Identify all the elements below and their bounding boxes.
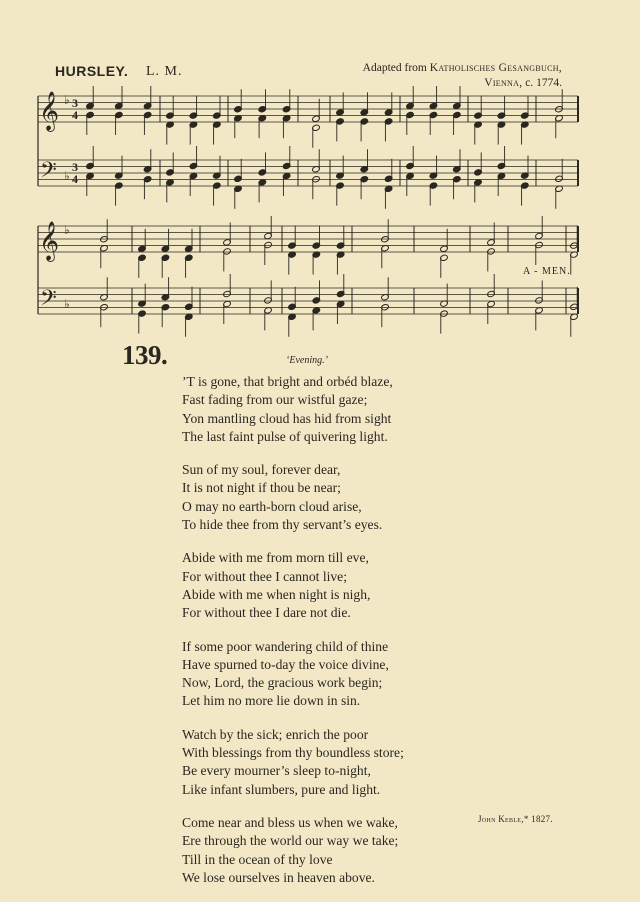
tune-meter: L. M.: [146, 64, 183, 79]
verse-line: Like infant slumbers, pure and light.: [182, 781, 381, 797]
bass-clef: 𝄢: [40, 158, 57, 188]
verse-line: O may no earth-born cloud arise,: [182, 498, 362, 514]
hymn-author: [478, 814, 553, 824]
flat-sign: ♭: [64, 223, 70, 237]
verse-line: Ere through the world our way we take;: [182, 833, 399, 849]
verse-line: Be every mourner’s sleep to-night,: [182, 763, 371, 779]
verse-line: We lose ourselves in heaven above.: [182, 869, 375, 885]
verse-line: Have spurned to-day the voice divine,: [182, 656, 389, 672]
stanza-5: [182, 726, 512, 799]
verse-line: If some poor wandering child of thine: [182, 638, 389, 654]
time-signature: 4: [72, 108, 78, 122]
verse-line: Abide with me when night is nigh,: [182, 586, 371, 602]
verse-line: Sun of my soul, forever dear,: [182, 462, 341, 478]
music-score: [0, 0, 640, 340]
source-date: c. 1774.: [522, 77, 562, 89]
hymn-verses: [182, 373, 512, 902]
tune-name: HURSLEY.: [55, 63, 129, 79]
source-city: Vienna,: [484, 77, 523, 89]
time-signature: 3: [72, 160, 78, 174]
verse-line: Let him no more lie down in sin.: [182, 693, 361, 709]
flat-sign: ♭: [64, 93, 70, 107]
treble-clef: 𝄞: [39, 91, 60, 131]
verse-line: For without thee I cannot live;: [182, 568, 347, 584]
flat-sign: ♭: [64, 169, 70, 183]
verse-line: Abide with me from morn till eve,: [182, 550, 369, 566]
verse-line: With blessings from thy boundless store;: [182, 745, 404, 761]
source-collection: Katholisches Gesangbuch,: [429, 62, 562, 74]
stanza-4: [182, 638, 512, 711]
source-prefix: Adapted from: [362, 62, 430, 74]
stanza-3: [182, 549, 512, 622]
verse-line: Watch by the sick; enrich the poor: [182, 726, 369, 742]
verse-line: It is not night if thou be near;: [182, 480, 341, 496]
flat-sign: ♭: [64, 297, 70, 311]
verse-line: Yon mantling cloud has hid from sight: [182, 410, 392, 426]
verse-line: ’T is gone, that bright and orbéd blaze,: [182, 374, 393, 389]
amen-lyric: A - MEN.: [523, 266, 571, 277]
stanza-1: [182, 373, 512, 446]
verse-line: Fast fading from our wistful gaze;: [182, 392, 368, 408]
stanza-2: [182, 461, 512, 534]
author-name: John Keble,: [478, 814, 524, 824]
time-signature: 3: [72, 96, 78, 110]
treble-clef: 𝄞: [39, 221, 60, 261]
bass-clef: 𝄢: [40, 286, 57, 316]
stanza-6: [182, 814, 512, 887]
hymn-number: 139.: [122, 340, 168, 370]
verse-line: Till in the ocean of thy love: [182, 851, 333, 867]
author-date: * 1827.: [523, 814, 553, 824]
verse-line: For without thee I dare not die.: [182, 605, 351, 621]
verse-line: Now, Lord, the gracious work begin;: [182, 675, 383, 691]
verse-line: To hide thee from thy servant’s eyes.: [182, 517, 383, 533]
verse-line: Come near and bless us when we wake,: [182, 814, 398, 830]
hymn-title: ‘Evening.’: [286, 355, 328, 366]
bleed-through-text: [530, 400, 535, 423]
verse-line: The last faint pulse of quivering light.: [182, 428, 388, 444]
time-signature: 4: [72, 172, 78, 186]
